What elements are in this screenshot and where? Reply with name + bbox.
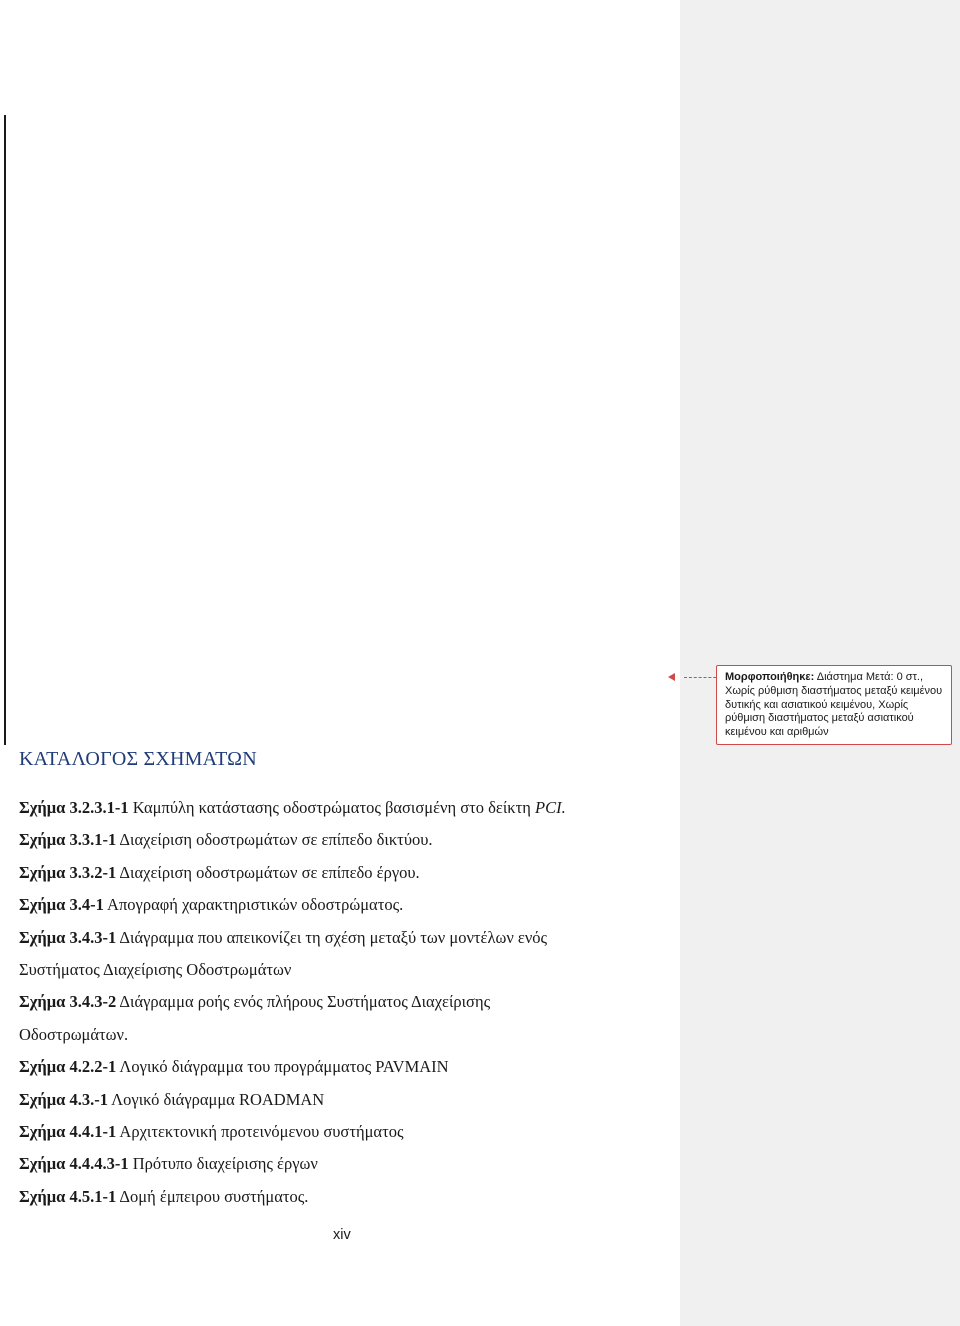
toc-entry[interactable]: Σχήμα 4.3.-1 Λογικό διάγραμμα ROADMAN (19, 1089, 325, 1109)
toc-entry[interactable]: Σχήμα 3.4.3-1 Διάγραμμα που απεικονίζει τη σχέση μεταξύ των μοντέλων ενός (19, 927, 548, 947)
toc-entry-continuation[interactable]: Συστήματος Διαχείρισης Οδοστρωμάτων (19, 960, 292, 980)
formatting-comment-balloon[interactable] (716, 665, 952, 745)
list-of-figures-heading: ΚΑΤΑΛΟΓΟΣ ΣΧΗΜΑΤΩΝ (19, 748, 257, 770)
figures-list (19, 792, 669, 1213)
toc-entry[interactable]: Σχήμα 4.4.4.3-1 Πρότυπο διαχείρισης έργων (19, 1154, 318, 1174)
toc-entry[interactable]: Σχήμα 3.3.1-1 Διαχείριση οδοστρωμάτων σε επίπεδο δικτύου. (19, 830, 433, 850)
comment-anchor-arrow-icon (668, 673, 675, 681)
toc-entry[interactable]: Σχήμα 4.4.1-1 Αρχιτεκτονική προτεινόμενου συστήματος (19, 1122, 404, 1142)
toc-entry[interactable]: Σχήμα 3.3.2-1 Διαχείριση οδοστρωμάτων σε επίπεδο έργου. (19, 862, 420, 882)
toc-entry[interactable]: Σχήμα 3.2.3.1-1 Καμπύλη κατάστασης οδοστρώματος βασισμένη στο δείκτη PCI. (19, 798, 566, 817)
toc-entry[interactable]: Σχήμα 3.4.3-2 Διάγραμμα ροής ενός πλήρους Συστήματος Διαχείρισης (19, 992, 491, 1012)
page-number: xiv (333, 1227, 351, 1243)
toc-entry[interactable]: Σχήμα 4.2.2-1 Λογικό διάγραμμα του προγράμματος PAVMAIN (19, 1057, 449, 1077)
comment-text: Διάστημα Μετά: 0 στ., Χωρίς ρύθμιση διαστήματος μεταξύ κειμένου δυτικής και ασιατικού κειμένου, Χωρίς ρύθμιση διαστήματος μεταξύ ασιατικού κειμένου και αριθμών (725, 671, 943, 739)
toc-entry[interactable]: Σχήμα 4.5.1-1 Δομή έμπειρου συστήματος. (19, 1186, 309, 1206)
toc-entry-continuation[interactable]: Οδοστρωμάτων. (19, 1024, 129, 1044)
comment-label: Μορφοποιήθηκε: (725, 671, 815, 683)
change-bar (4, 115, 6, 745)
comment-margin-pane (680, 0, 960, 1326)
toc-entry[interactable]: Σχήμα 3.4-1 Απογραφή χαρακτηριστικών οδοστρώματος. (19, 895, 404, 915)
